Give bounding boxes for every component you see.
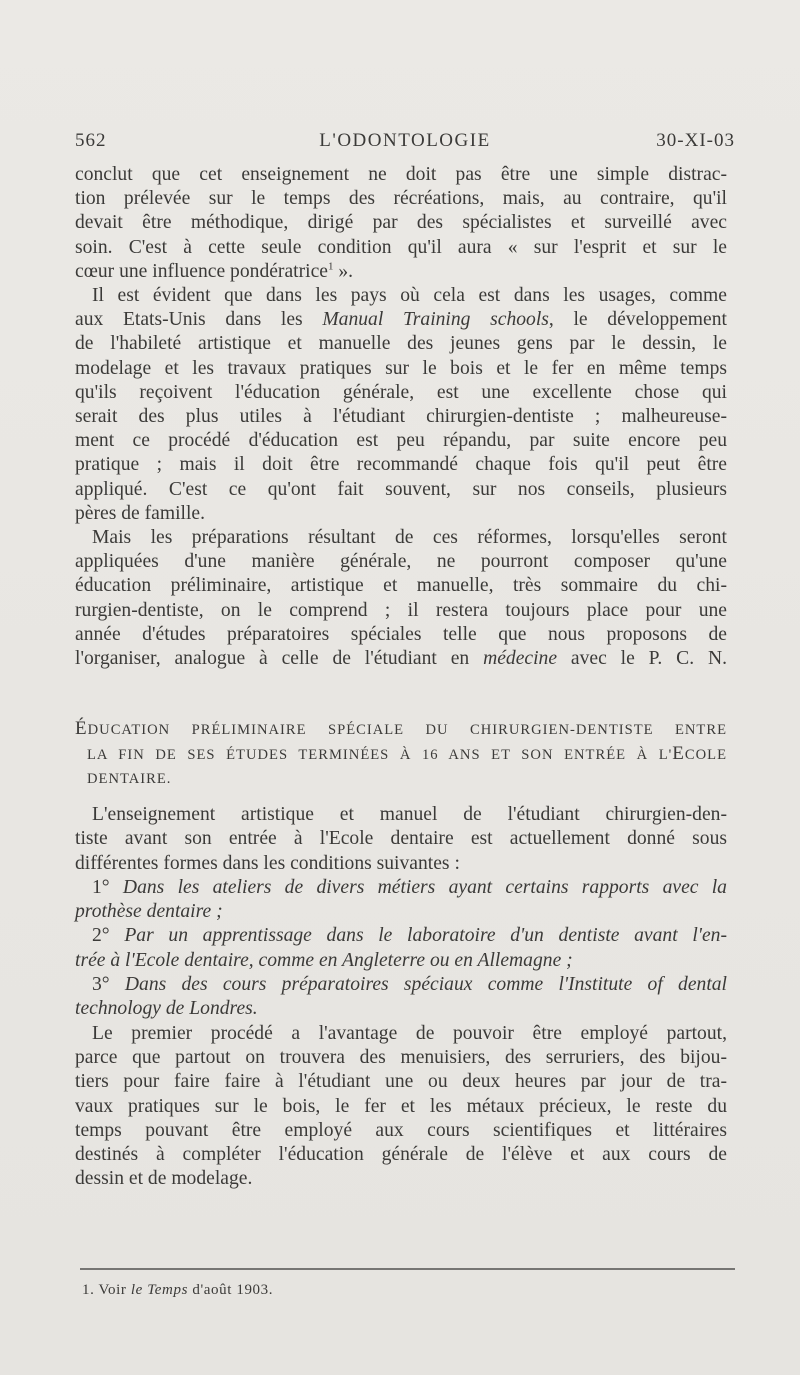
- paragraph-1: [75, 163, 727, 284]
- text-line: devait être méthodique, dirigé par des spécialistes et surveillé avec: [75, 212, 727, 234]
- text-line: appliquées d'une manière générale, ne pourront composer qu'une: [75, 551, 727, 573]
- heading-fragment: COLE: [684, 747, 727, 763]
- text-fragment: aux Etats-Unis dans les: [75, 309, 323, 331]
- text-line: vaux pratiques sur le bois, le fer et les métaux précieux, le reste du: [75, 1095, 727, 1117]
- list-number: 2°: [92, 925, 110, 947]
- text-line: technology de Londres.: [75, 998, 258, 1020]
- text-line: [75, 308, 727, 332]
- italic-fragment: Dans les ateliers de divers métiers ayant certains rapports avec la: [122, 876, 727, 898]
- text-line: pratique ; mais il doit être recommandé chaque fois qu'il peut être: [75, 454, 727, 476]
- text-line: appliqué. C'est ce qu'ont fait souvent, sur nos conseils, plusieurs: [75, 478, 727, 500]
- heading-fragment: DUCATION PRÉLIMINAIRE SPÉCIALE DU CHIRURGIEN-DENTISTE ENTRE: [87, 722, 727, 738]
- heading-line: [75, 742, 727, 767]
- list-item: [75, 973, 727, 1022]
- text-fragment: l'organiser, analogue à celle de l'étudiant en: [75, 648, 484, 670]
- heading-line: [75, 717, 727, 742]
- text-line: conclut que cet enseignement ne doit pas être une simple distrac-: [75, 164, 727, 185]
- text-fragment: avec le P. C. N.: [557, 648, 727, 670]
- paragraph-3: [75, 526, 727, 671]
- text-line: soin. C'est à cette seule condition qu'il aura « sur l'esprit et sur le: [75, 236, 727, 258]
- list-item: [75, 876, 727, 925]
- text-line: dessin et de modelage.: [75, 1168, 253, 1190]
- text-fragment: Voir: [94, 1282, 131, 1298]
- italic-fragment: Par un apprentissage dans le laboratoire d'un dentiste avant l'en-: [124, 925, 727, 947]
- italic-fragment: Manual Training schools: [322, 309, 549, 331]
- text-line: prothèse dentaire ;: [75, 901, 223, 923]
- text-line: destinés à compléter l'éducation générale de l'élève et aux cours de: [75, 1144, 727, 1166]
- list-item: [75, 924, 727, 973]
- text-line: Le premier procédé a l'avantage de pouvoir être employé partout,: [92, 1022, 727, 1044]
- text-line: temps pouvant être employé aux cours scientifiques et littéraires: [75, 1119, 727, 1141]
- running-head: [75, 130, 735, 160]
- text-line: [75, 876, 727, 900]
- text-line: trée à l'Ecole dentaire, comme en Angleterre ou en Allemagne ;: [75, 949, 573, 971]
- enumerated-list: [75, 876, 727, 1022]
- text-line: L'enseignement artistique et manuel de l'étudiant chirurgien-den-: [92, 804, 727, 825]
- text-line: modelage et les travaux pratiques sur le bois et le fer en même temps: [75, 357, 727, 379]
- text-line: [75, 973, 727, 997]
- text-line: tion prélevée sur le temps des récréations, mais, au contraire, qu'il: [75, 188, 727, 210]
- text-line: [75, 260, 727, 284]
- footnote-ref: 1: [327, 260, 334, 273]
- paragraph-5: [75, 1022, 727, 1192]
- text-fragment: cœur une influence pondératrice: [75, 260, 328, 282]
- text-fragment: ».: [333, 260, 354, 282]
- text-fragment: , le développement: [548, 309, 727, 331]
- text-line: année d'études préparatoires spéciales telle que nous proposons de: [75, 623, 727, 645]
- heading-capital: E: [672, 743, 685, 764]
- italic-fragment: Dans des cours préparatoires spéciaux comme l'Institute of dental: [124, 974, 727, 996]
- text-line: [75, 924, 727, 948]
- paragraph-4: [75, 803, 727, 876]
- main-text-lower: [75, 803, 727, 1192]
- text-line: Il est évident que dans les pays où cela est dans les usages, comme: [92, 285, 727, 307]
- paragraph-2: [75, 284, 727, 526]
- heading-fragment: LA FIN DE SES ÉTUDES TERMINÉES À 16 ANS ET SON ENTRÉE À L': [87, 747, 673, 763]
- text-line: tiste avant son entrée à l'Ecole dentaire est actuellement donné sous: [75, 828, 727, 850]
- page-number: 562: [75, 130, 107, 151]
- text-line: différentes formes dans les conditions suivantes :: [75, 852, 460, 874]
- heading-line: DENTAIRE.: [87, 771, 172, 787]
- journal-title: L'ODONTOLOGIE: [319, 130, 491, 151]
- text-line: serait des plus utiles à l'étudiant chirurgien-dentiste ; malheureuse-: [75, 406, 727, 428]
- text-line: [75, 647, 727, 671]
- footnote-number: 1.: [82, 1282, 95, 1298]
- text-line: ment ce procédé d'éducation est peu répandu, par suite encore peu: [75, 430, 727, 452]
- list-number: 1°: [92, 876, 110, 898]
- text-fragment: d'août 1903.: [188, 1282, 274, 1298]
- footnote-divider: [80, 1268, 735, 1270]
- text-line: éducation préliminaire, artistique et manuelle, très sommaire du chi-: [75, 575, 727, 597]
- section-heading: [75, 717, 727, 791]
- text-line: rurgien-dentiste, on le comprend ; il restera toujours place pour une: [75, 599, 727, 621]
- text-line: de l'habileté artistique et manuelle des jeunes gens par le dessin, le: [75, 333, 727, 355]
- issue-date: 30-XI-03: [656, 130, 735, 151]
- text-line: pères de famille.: [75, 502, 206, 524]
- italic-fragment: médecine: [483, 648, 558, 670]
- text-line: parce que partout on trouvera des menuisiers, des serruriers, des bijou-: [75, 1046, 727, 1068]
- main-text-upper: [75, 163, 727, 671]
- text-line: tiers pour faire faire à l'étudiant une ou deux heures par jour de tra-: [75, 1071, 727, 1093]
- heading-capital: É: [75, 718, 88, 739]
- footnote: [82, 1282, 273, 1299]
- text-line: Mais les préparations résultant de ces réformes, lorsqu'elles seront: [92, 527, 727, 549]
- list-number: 3°: [92, 974, 110, 996]
- text-line: qu'ils reçoivent l'éducation générale, est une excellente chose qui: [75, 381, 727, 403]
- italic-fragment: le Temps: [130, 1282, 189, 1298]
